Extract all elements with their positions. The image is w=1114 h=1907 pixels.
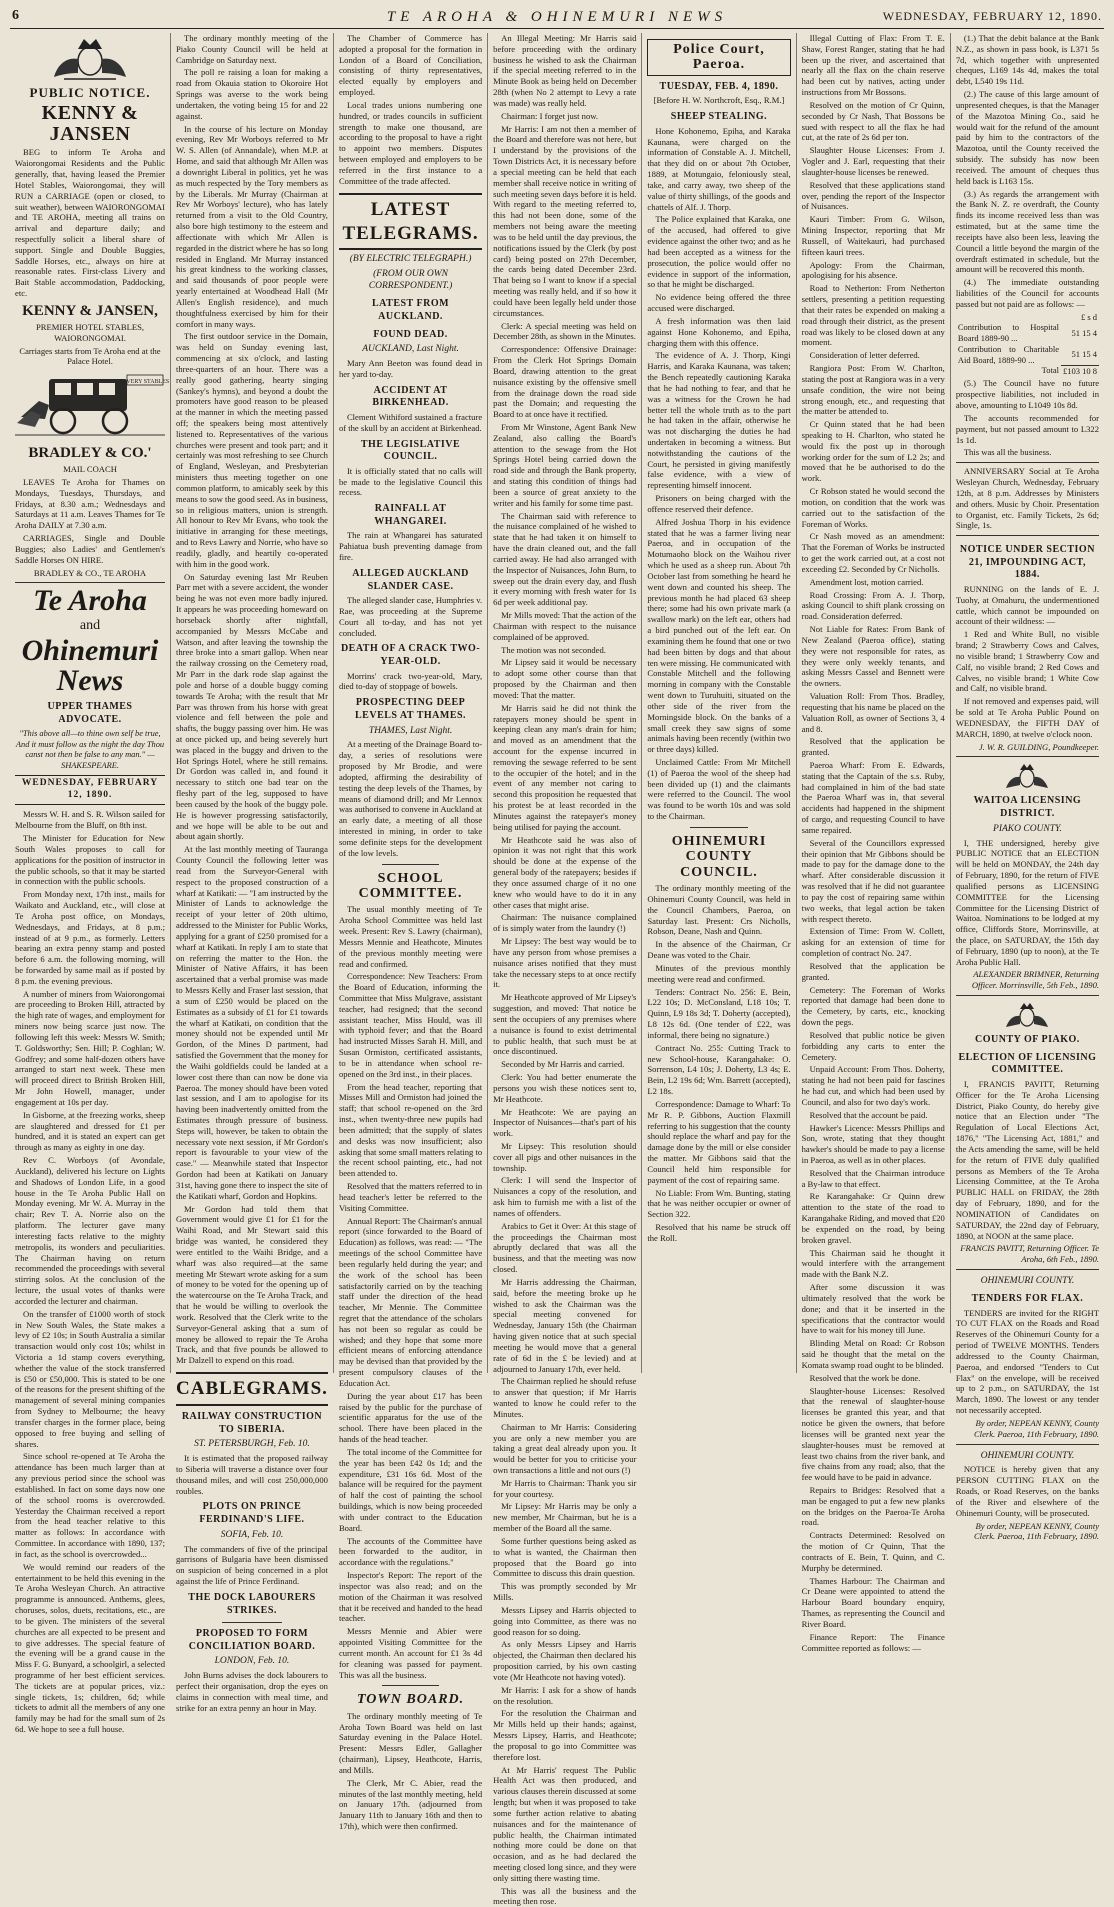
cable-headline: RAILWAY CONSTRUCTION TO SIBERIA. <box>181 1410 323 1435</box>
report-paragraph: Clerk: A special meeting was held on December 28th, as shown in the Minutes. <box>493 320 637 342</box>
county-subheading: PIAKO COUNTY. <box>993 823 1062 834</box>
cable-headline: PROPOSED TO FORM CONCILIATION BOARD. <box>188 1628 316 1652</box>
news-item: At the last monthly meeting of Tauranga County Council the following letter was read from the Surveyor-General with respect to the proposed construction of a wharf at Katikati: — "I am instructed by the Minister of Lands to acknowledge the receipt of your letter of 20th ultimo, addressed to the Minister for Public Works, applying for a grant of £250 promised for a wharf at Katikati. In reply I am to state that on referring the matter to the Hon. the Minister of Native Affairs, it has been ascertained that a verbal promise was made to Messrs Kelly and Fraser last session, that a sum of £250 would be placed on the Estimates as a subsidy of £1 for £1 towards the wharf at Katikati, on condition that the money should not be expended until Mr Gordon, of the Mines D partment, had satisfied the Government that the money for the Waihi goldfields could be landed at a lower cost there than can now be done via Paeroa. The money should have been voted last session, and I am to apologise for its having been inadvertently omitted from the Estimates through pressure of business. Steps will, however, be taken to obtain the necessary vote next session, if Mr Gordon's report is favourable to your view of the case." — Meanwhile stated that Inspector Gordon had been at Katikati on January 31st, having gone there to inspect the site of the Katikati wharf, Gordon and Hopkins. <box>176 844 328 1201</box>
report-paragraph: Road to Netherton: From Netherton settlers, presenting a petition requesting that their rates be expended on making a road through their district, as the present road was likely to be closed down at any moment. <box>801 283 945 348</box>
finance-item: The accounts recommended for payment, but not passed amount to L322 1s 1d. <box>955 412 1100 445</box>
report-paragraph: Messrs Lipsey and Harris objected to going into Committee, as there was no good reason for so doing. <box>493 1604 637 1637</box>
table-row <box>956 322 1099 343</box>
anniversary-text: ANNIVERSARY Social at Te Aroha Wesleyan Church, Wednesday, February 12th, at 8 p.m. Addresses by Ministers and others. Music by Choir. Presentation to Organist, etc. Family Tickets, 2s 6d; Single, 1s. <box>955 466 1100 531</box>
telegrams-correspondent: (FROM OUR OWN CORRESPONDENT.) <box>368 269 453 292</box>
news-item: Since school re-opened at Te Aroha the attendance has been much larger than at any previous period since the school was established. In fact on some days now one of the school rooms is overcrowded. Yesterday the Chairman received a report from the head teacher relative to this matter as follows: In accordance with Committee. In accordance with 1890, 137; in fact, as the school is overcrowded... <box>15 1451 165 1559</box>
royal-crest-icon <box>1002 1003 1052 1029</box>
impounding-items: 1 Red and White Bull, no visible brand; 2 Strawberry Cows and Calves, no visible brand; 1 Strawberry Cow and Calf, no visible brand; 2 Red Cows and Calves, no visible brand; 1 White Cow and Calf, no visible brand. <box>955 629 1100 694</box>
police-court-date: TUESDAY, FEB. 4, 1890. <box>659 80 779 92</box>
news-item: The first outdoor service in the Domain, was held on Sunday evening last, commencing at six o'clock, and lasting three-quarters of an hour. There was a really good gathering, hearty singing (Sankey's hymns), and beyond a doubt the promoters have good reason to be pleased at the manner in which the meeting passed off; the speakers being most attentively listened to. Representatives of the various churches were present and took part; and it certainly was most refreshing to see Church of England, Wesleyan, and Presbyterian ministers thus meeting together on one common platform, to amicably seek by this means to sow the good seed. As in business, so in religious matters, union is strength. All honour to Rev Mr Evans, who took the initiative in arranging for these meetings, and to Revs Lawry and Norrie, who have so readily, gladly, and heartily co-operated with him in the good work. <box>176 331 328 569</box>
report-paragraph: Correspondence: New Teachers: From the Board of Education, informing the Committee that Miss Mulgrave, assistant teacher, had resigned; that the second assistant teacher, Miss Hould, was ill with typhoid fever; and that the Board had instructed Misses Sarah H. Mill, and Susan Ormiston, certificated assistants, to be in attendance when school re-opened on the 3rd inst., in their places. <box>338 971 483 1079</box>
report-paragraph: Illegal Cutting of Flax: From T. E. Shaw, Forest Ranger, stating that he had been up the river, and ascertained that nearly all the flax on the chain reserve had been cut by natives, acting under instructions from Mr Bossons. <box>801 33 945 98</box>
report-paragraph: Thames Harbour: The Chairman and Cr Deane were appointed to attend the Harbour Board boundary enquiry, Thames, as representing the Council and River Board. <box>801 1575 945 1629</box>
report-paragraph: Resolved that the account be paid. <box>809 1109 928 1120</box>
news-item: Local trades unions numbering one hundred, or trades councils in sufficient strength to make one thousand, are according to the proposal to have a right to appoint two members. Disputes between employed and employers to be referred in the first instance to a Committee of the trade affected. <box>338 99 483 186</box>
report-paragraph: Blinding Metal on Road: Cr Robson said he thought that the metal on the Komata swamp road ought to be blinded. <box>801 1338 945 1370</box>
report-paragraph: Repairs to Bridges: Resolved that a man be engaged to put a few new planks on the bridges on the Paeroa-Te Aroha road. <box>801 1485 945 1528</box>
telegrams-region: LATEST FROM AUCKLAND. <box>372 298 450 322</box>
paper-nameplate <box>15 582 165 771</box>
page-number: 6 <box>12 8 19 23</box>
report-paragraph: Cr Robson stated he would second the motion, on condition that the work was carried out to the satisfaction of the Foreman of Works. <box>801 486 945 529</box>
finance-item: (1.) That the debit balance at the Bank N.Z., as shown in pass book, is L371 5s 7d, which together with unpresented cheques, L169 14s 4d, makes the total debt, L540 19s 11d. <box>955 33 1100 87</box>
report-paragraph: Mr Heathcote approved of Mr Lipsey's suggestion, and moved: That notice be sent the occupiers of any premises where a nuisance is found to exist detrimental to public health, that such must be at once discontinued. <box>493 992 637 1057</box>
licensing-heading: WAITOA LICENSING DISTRICT. <box>973 795 1082 819</box>
firm-signature: KENNY & JANSEN, <box>22 302 158 319</box>
finance-item: (2.) The cause of this large amount of unpresented cheques, is that the Manager of the Mazotoa Mining Co., said he would wait for the refund of the amount paid by him to the contractors of the Mazotoa, until the County received the subsidy. The subsidy has now been received. The amount of cheques thus held back is L163 15s. <box>955 89 1100 186</box>
county-heading: COUNTY OF PIAKO. <box>975 1034 1080 1046</box>
notice-text: NOTICE is hereby given that any PERSON CUTTING FLAX on the Roads, or Road Reserves, on the banks of the River and elsewhere of the Ohinemuri County, will be prosecuted. <box>955 1464 1100 1518</box>
firm-ad-text: BEG to inform Te Aroha and Waiorongomai Residents and the Public generally, that, having leased the Premier Hotel Stables, Waiorongomai, they will RUN a CARRIAGE (open or closed, to suit weather), between WAIORONGOMAI and TE AROHA, meeting all trains on arrival and departure daily; and respectfully solicit a liberal share of support. Single and Double Buggies, Saddle Horses, etc., always on hire at reasonable rates. First-class Livery and Bait Stable accommodation, Paddocking, etc. <box>15 147 165 299</box>
paper-title-line-1: Te Aroha <box>33 584 147 618</box>
report-paragraph: Mr Lipsey: This resolution should cover all pigs and other nuisances in the township. <box>493 1140 637 1173</box>
election-text: I, FRANCIS PAVITT, Returning Officer for the Te Aroha Licensing District, Piako County, do hereby give notice that an Election under "The Regulation of Local Elections Act, 1876," "The Licensing Act, 1881," and the Acts amending the same, will be held for the return of FIVE duly qualified persons as Members of the Te Aroha Licensing Committee, at the Te Aroha PUBLIC HALL on FRIDAY, the 28th day of February, 1890, and for the NOMINATION of Candidates on SATURDAY, the 22nd day of February, 1890, at NOON at the same place. <box>955 1078 1100 1241</box>
report-paragraph: Alfred Joshua Thorp in his evidence stated that he was a farmer living near Paeroa, and in occupation of the Motumaoho block on the Waihou river which he used as a sheep run. About 7th October last from something he heard he went down and counted his sheep. The previous month he had placed 63 sheep there; some had his own private mark (a swallow mark) on the left ear, others had a bird punched out of the left ear. On examining them he found that one or two had been bitten by dogs and that about ten were missing. He communicated with Constable Mitchell and the following morning in company with the Constable went down to Turuhuiti, situated on the other side of the river from the Morningside block. On the banks of a small creek they saw signs of some animals having been recently (within two or three days) killed. <box>647 516 791 755</box>
report-paragraph: At Mr Harris' request The Public Health Act was then produced, and various clauses therein discussed at some length; but when it was proposed to take some further action relative to abating nuisances and for the maintenance of public health, the Chairman intimated nothing more could be done on that occasion, and as he had declared the meeting closed long since, and they were only sitting there wasting time. <box>493 1764 637 1883</box>
liabilities-table <box>956 312 1099 377</box>
finance-item: This was all the business. <box>963 447 1052 458</box>
paper-title-line-2: Ohinemuri News <box>21 633 159 697</box>
news-item: On Saturday evening last Mr Reuben Parr met with a severe accident, the wonder being he was not even more badly injured. It appears he was proceeding homeward on horseback shortly after nightfall, accompanied by Messrs McCabe and Watson, and after leaving the township the three broke into a smart gallop. When near the railway crossing on the Cemetery road, Mr Parr in the dark rode slap against the pole and horse of a double buggy coming towards Te Aroha; with the result that Mr Parr was thrown from his horse with great violence and fell between the pole and shafts, the buggy passing over him. He was at once picked up, and being severely hurt was placed in the buggy and driven to the Hot Springs Hotel, where he still remains. Dr Gordon was called in, and found it necessary to stitch one bad tear on the fleshy part of the leg, supposed to have been caused by the hook of the buggy pole. He is however progressing satisfactorily, and we hope will be able to be out and about again shortly. <box>176 571 328 842</box>
report-paragraph: Several of the Councillors expressed their opinion that Mr Gibbons should be made to pay for the damage done to the wharf. After considerable discussion it was resolved that if he did not guarantee to pay the cost of repairing same within two weeks, that legal action be taken with respect thereto. <box>801 837 945 924</box>
police-court-bench: [Before H. W. Northcroft, Esq., R.M.] <box>653 95 785 106</box>
licensing-signature: ALEXANDER BRIMNER, Returning Officer. Morrinsville, 5th Feb., 1890. <box>971 969 1100 991</box>
report-paragraph: A fresh information was then laid against Hone Kohonemo, and Epiha, charging them with this offence. <box>647 315 791 348</box>
table-currency-header: £ s d <box>1080 311 1098 322</box>
table-cell-amount: 51 15 4 <box>1071 327 1098 338</box>
report-paragraph: Amendment lost, motion carried. <box>809 576 924 587</box>
telegram-headline: DEATH OF A CRACK TWO-YEAR-OLD. <box>340 643 481 668</box>
report-paragraph: Resolved that public notice be given forbidding any carts to enter the Cemetery. <box>801 1029 945 1062</box>
news-item: The ordinary monthly meeting of the Piako County Council will be held at Cambridge on Saturday next. <box>176 33 328 65</box>
cable-text: The commanders of five of the principal garrisons of Bulgaria have been dismissed on suspicion of being concerned in a plot against the life of Prince Ferdinand. <box>176 1543 328 1587</box>
report-paragraph: For the resolution the Chairman and Mr Mills held up their hands; against, Messrs Lipsey, Harris, and Heathcote; the proposal to go into Committee was therefore lost. <box>493 1708 637 1762</box>
report-paragraph: The motion was not seconded. <box>501 644 606 655</box>
column-2 <box>171 33 334 1713</box>
report-paragraph: Resolved that the Chairman introduce a By-law to that effect. <box>801 1167 945 1189</box>
report-paragraph: Correspondence: Damage to Wharf: To Mr R. P. Gibbons, Auction Flaxmill referring to his suggestion that the county should replace the wharf and pay for the damage done by the mill or else consider the matter. Mr Gibbons said that the Council held him responsible for payment of the cost of repairing same. <box>647 1098 791 1185</box>
report-paragraph: Contract No. 255: Cutting Track to new School-house, Karangahake: O. Sorrenson, L4 10s; J. Doherty, L3 4s; E. Bein, L2 19s 6d; Wm. Barrett (accepted), L2 18s. <box>647 1042 791 1097</box>
report-paragraph: The ordinary monthly meeting of the Ohinemuri County Council, was held in the Council Chambers, Paeroa, on Saturday last. Present: Crs Nicholls, Robson, Deane, Nash and Quinn. <box>647 883 791 937</box>
telegram-text: At a meeting of the Drainage Board to-day, a series of resolutions were proposed by Mr Brodie, and were adopted, affirming the desirability of testing the deep levels of the Thames, by means of diamond drill; and Mr Lennox was authorised to convene in Auckland at an early date, a meeting of all those interested in mining, in order to take some definite steps for the development of the low levels. <box>338 739 483 858</box>
finance-item: (5.) The Council have no future prospective liabilities, not included in above, amounting to L1049 10s 8d. <box>955 378 1100 411</box>
report-paragraph: After some discussion it was ultimately resolved that the work be done; and that it be inserted in the specifications that the contractor would have to wait for his money till June. <box>801 1282 945 1336</box>
table-cell-label: Contribution to Charitable Aid Board, 1889-90 ... <box>957 343 1060 365</box>
report-paragraph: Chairman: I forget just now. <box>501 110 599 121</box>
report-paragraph: Contracts Determined: Resolved on the motion of Cr Quinn, That the contracts of E. Bein, T. Quinn, and C. Murphy be determined. <box>801 1530 945 1573</box>
telegram-headline: ACCIDENT AT BIRKENHEAD. <box>372 384 449 409</box>
report-paragraph: The Police explained that Karaka, one of the accused, had offered to give evidence against the other two; and as he had been accepted as a witness for the prosecution, the police would offer no evidence in support of the information, so that he might be discharged. <box>647 214 791 290</box>
columns <box>10 33 1104 1907</box>
report-paragraph: Cr Nash moved as an amendment: That the Foreman of Works be instructed to get the work carried out, at a cost not exceeding £2. Seconded by Cr Nicholls. <box>801 531 945 574</box>
report-paragraph: This was promptly seconded by Mr Mills. <box>493 1581 637 1603</box>
report-paragraph: Apology: From the Chairman, apologising for his absence. <box>801 259 945 281</box>
telegram-dateline: THAMES, Last Night. <box>368 725 453 736</box>
news-item: The poll re raising a loan for making a road from Okauia station to Okoroire Hot Springs was averse to the work being undertaken, the voting being 15 for and 22 against. <box>176 67 328 121</box>
report-paragraph: Valuation Roll: From Thos. Bradley, requesting that his name be placed on the Valuation Roll, as owner of Sections 3, 4 and 8. <box>801 691 945 734</box>
school-committee-heading: SCHOOL COMMITTEE. <box>358 870 463 901</box>
report-paragraph: Inspector's Report: The report of the inspector was also read; and on the motion of the Chairman it was resolved that it be received and handed to the head teacher. <box>338 1570 483 1624</box>
news-item: The Chamber of Commerce has adopted a proposal for the formation in London of a Board of Conciliation, consisting of thirty representatives, elected equally by employers and employed. <box>338 33 483 98</box>
telegrams-source: (BY ELECTRIC TELEGRAPH.) <box>349 254 472 265</box>
table-cell-amount: £103 10 8 <box>1063 365 1098 376</box>
report-paragraph: The accounts of the Committee have been forwarded to the auditor, in accordance with the regulations." <box>338 1535 483 1568</box>
report-paragraph: The ordinary monthly meeting of Te Aroha Town Board was held on last Saturday evening in the Palace Hotel. Present: Messrs Edler, Gallagher (chairman), Lipsey, Heathcote, Harris, and Mills. <box>338 1710 483 1775</box>
tender-signature: By order, NEPEAN KENNY, County Clerk. Paeroa, 11th February, 1890. <box>973 1417 1100 1439</box>
waitoa-licensing-notice <box>956 756 1099 991</box>
impounding-signature: J. W. R. GUILDING, Poundkeeper. <box>978 741 1100 752</box>
news-item: We would remind our readers of the entertainment to be held this evening in the Te Aroha Wesleyan Church. An attractive programme is announced. Anthems, glees, choruses, solos, duets, recitations, etc., are to be given. The ministers of the several churches are all expected to be present and to give addresses. The special feature of the evening will be a grand cause in the Miss F. G. Bunyard, a schoolgirl, a selected programme of her best efficient services. The tickets are at popular prices, viz.: single tickets, 1s; children, 6d; while tickets to admit all the members of any one family may be had for the small sum of 2s 6d. We hope to see a full house. <box>15 1561 165 1735</box>
table-header-row <box>956 312 1099 323</box>
coach-heading: BRADLEY & CO.' <box>28 445 152 462</box>
coach-hire-text: CARRIAGES, Single and Double Buggies; also Ladies' and Gentlemen's Saddle Horses ON HIRE. <box>15 533 165 565</box>
royal-crest-icon <box>44 37 136 81</box>
report-paragraph: Mr Harris: I am not then a member of the Board and therefore was not here, but I understand by the provisions of the Town Districts Act, it is necessary before a special meeting can be held that each member shall receive notice in writing of such meeting seven days before it is held. With regard to the meeting referred to, this had not been done, some of the members not being aware the meeting was to be held until the day previous, the notifications issued by the Clerk (by post card) being posted on 27th December, the cards being dated December 23rd. That being so I want to know if a special meeting was really held, and if so how it could have been legally held under those circumstances. <box>493 123 637 318</box>
report-paragraph: Resolved that the application be granted. <box>801 736 945 758</box>
report-paragraph: Messrs Mennie and Abier were appointed Visiting Committee for the current month. An account for £1 3s 4d for cleaning was passed for payment. This was all the business. <box>338 1626 483 1680</box>
column-7 <box>951 33 1104 1542</box>
latest-telegrams-heading: LATEST TELEGRAMS. <box>339 193 482 251</box>
report-paragraph: Resolved that the matters referred to in head teacher's letter be referred to the Visiting Committee. <box>338 1181 483 1213</box>
royal-crest-icon <box>1002 764 1052 790</box>
livery-stables-sign: LIVERY STABLES <box>120 379 170 386</box>
report-paragraph: Road Crossing: From A. J. Thorp, asking Council to shift plank crossing on road. Consideration deferred. <box>801 589 945 622</box>
telegram-text: The alleged slander case, Humphries v. Rae, was proceeding at the Supreme Court all to-day, and has not yet concluded. <box>338 595 483 638</box>
telegram-headline: THE LEGISLATIVE COUNCIL. <box>360 438 461 463</box>
table-cell-label: Total <box>1041 365 1060 376</box>
news-item: On the transfer of £1000 worth of stock in New South Wales, the State makes a levy of £2 10s; in South Australia a similar transaction would only cost 10s; whilst in Victoria a 1d stamp covers everything, whether the value of the stock transferred is £50 or £50,000. This is stated to be one of the reasons for the present shifting of the management of several mining companies from Sydney to Melbourne; the heavy transfer charges in the former place, being opposed to free buying and selling of shares. <box>15 1308 165 1449</box>
telegram-headline: RAINFALL AT WHANGAREI. <box>374 503 447 527</box>
table-cell-amount: 51 15 4 <box>1071 348 1098 359</box>
report-paragraph: Mr Lipsey said it would be necessary to adopt some other course than that proposed by the Chairman and then moved: That the matter. <box>493 657 637 700</box>
stagecoach-illustration-icon <box>15 371 170 441</box>
coach-signature: BRADLEY & CO., TE AROHA <box>33 567 147 578</box>
divider <box>222 1622 283 1623</box>
telegram-text: Morrins' crack two-year-old, Mary, died to-day of stoppage of bowels. <box>338 670 483 692</box>
paper-subtitle: UPPER THAMES ADVOCATE. <box>47 700 133 725</box>
report-paragraph: An Illegal Meeting: Mr Harris said before proceeding with the ordinary business he wished to ask the Chairman if the special meeting referred to in the Minute Book as being held on December 28th (when No 2 attempt to Levy a rate was made) was really held. <box>493 33 637 108</box>
telegram-text: Clement Withiford sustained a fracture of the skull by an accident at Birkenhead. <box>338 411 483 433</box>
report-paragraph: Seconded by Mr Harris and carried. <box>501 1059 625 1070</box>
news-item: In the course of his lecture on Monday evening, Rev Mr Worboys referred to Mr W. S. Allen (of Annandale), when M.P. at Home, and said that although Mr Allen was a downright Liberal in politics, yet he was as much respected by the Tory members as by the Liberals. Mr Murray (Chairman at Rev Mr Worboys' lecture), who has lately returned from a visit to the Old Country, also bore high testimony to the esteem and affectionate with which Mr Allen is regarded in the district where he has so long resided in England. Mr Murray instanced his great kindness to the working classes, and said thousands of poor people were yearly entertained at Woodhead Hall (Mr Allen's English residence), and much thoughtfulness exercised by him for their comfort in many ways. <box>176 123 328 329</box>
town-board-heading: TOWN BOARD. <box>356 1692 465 1708</box>
report-paragraph: Clerk: I will send the Inspector of Nuisances a copy of the resolution, and ask him to furnish me with a list of the names of offenders. <box>493 1175 637 1218</box>
tender-text: TENDERS are invited for the RIGHT TO CUT FLAX on the Roads and Road Reserves of the Ohinemuri County for a period of TWELVE MONTHS. Tenders addressed to the County Chairman, Paeroa, and endorsed "Tenders to Cut Flax" on the envelope, will be received up to 2 p.m., on SATURDAY, the 1st March, 1890. The lowest or any tender not necessarily accepted. <box>955 1307 1100 1416</box>
cablegrams-heading: CABLEGRAMS. <box>176 1372 328 1406</box>
column-5 <box>642 33 796 1373</box>
police-court-heading: Police Court, Paeroa. <box>647 39 790 76</box>
report-paragraph: Slaughter House Licenses: From J. Vogler and J. Earl, requesting that their slaughter-house licenses be renewed. <box>801 145 945 177</box>
cable-text: John Burns advises the dock labourers to perfect their organisation, drop the eyes on claims in connection with meal time, and strike for an extra penny an hour in May. <box>176 1670 328 1713</box>
report-paragraph: From Mr Winstone, Agent Bank New Zealand, also calling the Board's attention to the sewage from the Hot Springs Hotel being carried down the road side and through the Bank property, and stating this condition of things had been a source of great anxiety to the writer and his family for some time past. <box>493 421 637 508</box>
election-heading: ELECTION OF LICENSING COMMITTEE. <box>958 1051 1097 1076</box>
report-paragraph: Not Liable for Rates: From Bank of New Zealand (Paeroa office), stating they were not responsible for rates, as they were only weekly tenants, and asking Messrs Cassel and Bennett were the owners. <box>801 624 945 689</box>
notice-signature: By order, NEPEAN KENNY, County Clerk. Paeroa, 11th February, 1890. <box>973 1520 1100 1542</box>
flax-cutting-notice <box>956 1444 1099 1543</box>
report-paragraph: Clerk: You had better enumerate the persons you wish these notices sent to, Mr Heathcote. <box>493 1072 637 1104</box>
coach-subheading: MAIL COACH <box>63 464 117 475</box>
report-paragraph: Resolved that the work be done. <box>809 1372 921 1383</box>
case-heading: SHEEP STEALING. <box>670 111 768 123</box>
report-paragraph: Rangiora Post: From W. Charlton, stating the post at Rangiora was in a very unsafe condition, the wire not being strong enough, etc., and requesting that the matter be attended to. <box>801 363 945 417</box>
column-3 <box>334 33 488 1831</box>
impounding-sale-note: If not removed and expenses paid, will be sold at Te Aroha Public Pound on WEDNESDAY, the FIFTH DAY of MARCH, 1890, at twelve o'clock noon. <box>955 696 1100 739</box>
tender-county: OHINEMURI COUNTY. <box>980 1276 1075 1286</box>
cable-headline: THE DOCK LABOURERS STRIKES. <box>188 1591 316 1616</box>
paper-title-and: and <box>79 618 101 634</box>
running-date: WEDNESDAY, FEBRUARY 12, 1890. <box>882 9 1102 23</box>
finance-item: (4.) The immediate outstanding liabilities of the Council for accounts passed but not paid are as follows: — <box>955 277 1100 309</box>
issue-dateline: WEDNESDAY, FEBRUARY 12, 1890. <box>15 775 165 805</box>
report-paragraph: Unpaid Account: From Thos. Doherty, stating he had not been paid for fascines he had cut, and which had been used by Council, and also for two day's work. <box>801 1064 945 1107</box>
report-paragraph: Resolved on the motion of Cr Quinn, seconded by Cr Nash, That Bossons be sued with respect to all the flax he had cut, at the rate of 2s 6d per ton. <box>801 99 945 143</box>
report-paragraph: Mr Lipsey: The best way would be to have any person from whose premises a nuisance arises notified that they must take the necessary steps to at once rectify it. <box>493 936 637 990</box>
cable-headline: PLOTS ON PRINCE FERDINAND'S LIFE. <box>199 1501 305 1526</box>
report-paragraph: The evidence of A. J. Thorp, Kingi Harris, and Karaka Kaunana, was taken; the Bench repeatedly cautioning Karaka that he had nothing to fear, and that he was a witness for the Crown he had better tell the whole truth as to the part he had taken in the affair, otherwise he was not discharging the duties he had undertaken in becoming a witness. But notwithstanding the cautions of the Court, he persisted in giving manifestly false evidence, with a view of representing himself innocent. <box>647 350 791 491</box>
report-paragraph: Resolved that the application be granted. <box>801 960 945 982</box>
cable-dateline: LONDON, Feb. 10. <box>214 1656 290 1667</box>
impounding-text: RUNNING on the lands of E. J. Tuohy, at Omahuru, the undermentioned cattle, which cannot be impounded on account of their wildness: — <box>955 583 1100 627</box>
ohinemuri-council-heading: OHINEMURI COUNTY COUNCIL. <box>671 833 767 880</box>
report-paragraph: Hone Kohonemo, Epiha, and Karaka Kaunana, were charged on the information of Constable A. J. Mitchell, that they did on or about 7th October, 1889, at Motungaio, feloniously steal, take, and carry away, two sheep of the value of thirty shillings, of the goods and chattels of Alf. J. Thorp. <box>647 125 791 212</box>
masthead <box>10 6 1104 29</box>
report-paragraph: In the absence of the Chairman, Cr Deane was voted to the Chair. <box>647 939 791 961</box>
report-paragraph: The total income of the Committee for the year has been £42 0s 1d; and the expenditure, £31 16s 6d. Most of the balance will be required for the payment of half the cost of painting the school buildings, which is now being proceeded with under contract to the Education Board. <box>338 1446 483 1533</box>
telegram-dateline: AUCKLAND, Last Night. <box>362 344 459 355</box>
report-paragraph: Chairman to Mr Harris: Considering you are only a new member you are taking a great deal already upon you. It would be better for you to criticise your own transactions a little and not ours (!) <box>493 1421 637 1475</box>
election-signature: FRANCIS PAVITT, Returning Officer. Te Aroha, 6th Feb., 1890. <box>960 1243 1100 1265</box>
report-paragraph: Finance Report: The Finance Committee reported as follows: — <box>801 1631 945 1653</box>
report-paragraph: Mr Heathcote: We are paying an Inspector of Nuisances—that's part of his work. <box>493 1106 637 1139</box>
report-paragraph: Correspondence: Offensive Drainage: From the Clerk Hot Springs Domain Board, drawing attention to the great nuisance existing by the offensive smell from the drainage down the road side past the Domain; and requesting the Board to at once have it rectified. <box>493 344 637 420</box>
tender-heading: TENDERS FOR FLAX. <box>971 1292 1084 1304</box>
report-paragraph: Mr Mills moved: That the action of the Chairman with respect to the nuisance complained of be approved. <box>493 610 637 642</box>
report-paragraph: Hawker's Licence: Messrs Phillips and Son, wrote, stating that they thought hawker's should be made to pay a license in Paeroa, as well as in other places. <box>801 1122 945 1165</box>
report-paragraph: Mr Harris addressing the Chairman, said, before the meeting broke up he wished to ask the Chairman was the special meeting convened for Wednesday, January 15th (the Chairman having given notice that at such special meeting he would move that a general rate of 6d in the £ be levied) and at adjourned to January 17th, ever held. <box>493 1276 637 1374</box>
piako-election-notice <box>956 995 1099 1265</box>
column-1 <box>10 33 171 1735</box>
flax-tender-notice <box>956 1269 1099 1440</box>
firm-note: Carriages starts from Te Aroha end at the Palace Hotel. <box>19 345 161 367</box>
table-cell-label: Contribution to Hospital Board 1889-90 ... <box>957 322 1060 344</box>
news-item: The Minister for Education for New South Wales proposes to call for applications for the position of instructor in the public schools, so that it may be started in connection with the public schools. <box>15 833 165 887</box>
report-paragraph: This Chairman said he thought it would interfere with the arrangement made with the Bank N.Z. <box>801 1247 945 1280</box>
running-title: TE AROHA & OHINEMURI NEWS <box>386 8 728 25</box>
report-paragraph: Some further questions being asked as to what is wanted, the Chairman then proposed that the Board go into Committee to discuss this drain question. <box>493 1535 637 1579</box>
report-paragraph: From the head teacher, reporting that Misses Mill and Ormiston had joined the staff; that school re-opened on the 3rd inst., when twenty-three new pupils had been admitted; that the supply of slates and desks was now insufficient; also asking that some small matters relating to the recent school painting, etc., had not been attended to. <box>338 1081 483 1179</box>
table-row <box>956 344 1099 365</box>
public-notice-heading: PUBLIC NOTICE. <box>29 85 151 100</box>
report-paragraph: Mr Harris: I ask for a show of hands on the resolution. <box>493 1684 637 1706</box>
table-row <box>956 365 1099 376</box>
cable-text: It is estimated that the proposed railway to Siberia will traverse a distance over four thousand miles, and will cost 250,000,000 roubles. <box>176 1453 328 1496</box>
report-paragraph: Consideration of letter deferred. <box>809 350 920 361</box>
divider <box>690 827 747 828</box>
report-paragraph: Mr Lipsey: Mr Harris may be only a new member, Mr Chairman, but he is a member of the Board all the same. <box>493 1501 637 1534</box>
telegram-text: Mary Ann Beeton was found dead in her yard to-day. <box>338 358 483 379</box>
divider <box>382 864 439 865</box>
report-paragraph: Mr Harris said he did not think the ratepayers money should be spent in keeping clean any man's drain for him; and moved as an amendment that the account for the expense incurred in removing the sewage referred to be sent to the occupier of the hotel; and in the event of any member not caring to second this proposition he requested that his protest be at least recorded in the Minutes against the ratepayer's money being utilised for paying the account. <box>493 702 637 832</box>
report-paragraph: Kauri Timber: From G. Wilson, Mining Inspector, reporting that Mr Russell, of Waitekauri, had purchased fifteen kauri trees. <box>801 214 945 257</box>
notice-county: OHINEMURI COUNTY. <box>980 1450 1075 1461</box>
report-paragraph: Resolved that these applications stand over, pending the report of the Inspector of Nuisances. <box>801 179 945 212</box>
licensing-text: I, THE undersigned, hereby give PUBLIC NOTICE that an ELECTION will be held on MONDAY, the 24th day of February, 1890, for the return of FIVE qualified persons as LICENSING COMMITTEE for the Licensing Committee for the Licensing District of Waitoa. Nominations to be lodged at my office, Cliffords Store, Morrinsville, at the place, on SATURDAY, the 15th day of February, 1890 (up to noon), at the Te Aroha Public Hall. <box>955 837 1100 967</box>
news-item: A number of miners from Waiorongomai are proceeding to Broken Hill, attracted by the high rate of wages, and employment for miners now being scarce just now. The following left this week: Messrs W. Smith; T. Goldsworthy; Sen. Hill; P. Coghlan; W. Godfrey; and some half-dozen others have arranged to start next week. These men will proceed direct to British Broken Hill, Mr John Howell, manager, under engagement at 10s per day. <box>15 988 165 1107</box>
column-4 <box>488 33 642 1907</box>
report-paragraph: Mr Heathcote said he was also of opinion it was not right that this work should be done at the expense of the general body of the ratepayers; besides if they once assumed charge of it no one knew who would have to do it in any other cases that might arise. <box>493 834 637 910</box>
cable-dateline: ST. PETERSBURGH, Feb. 10. <box>194 1439 310 1450</box>
impounding-heading: NOTICE UNDER SECTION 21, IMPOUNDING ACT, 1884. <box>959 544 1095 581</box>
telegram-headline: FOUND DEAD. <box>373 328 448 340</box>
coach-timetable: LEAVES Te Aroha for Thames on Mondays, Tuesdays, Thursdays, and Fridays, at 8.30 a.m.; Wednesdays and Saturdays at 11 a.m. Leaves Thames for Te Aroha DAILY at 7.30 a.m. <box>15 476 165 531</box>
firm-heading: KENNY & JANSEN <box>41 102 139 146</box>
report-paragraph: During the year about £17 has been raised by the public for the purchase of scientific apparatus for the use of the school. There have been placed in the hands of the head teacher. <box>338 1390 483 1445</box>
report-paragraph: Mr Harris to Chairman: Thank you sir for your courtesy. <box>493 1477 637 1499</box>
report-paragraph: Cemetery: The Foreman of Works reported that damage had been done to the Cemetery, by carts, etc., knocking down the pegs. <box>801 984 945 1028</box>
divider <box>382 1685 439 1686</box>
firm-address: PREMIER HOTEL STABLES, WAIORONGOMAI. <box>35 321 145 343</box>
telegram-text: It is officially stated that no calls will be made to the legislative Council this recess. <box>338 465 483 498</box>
impounding-notice <box>956 535 1099 752</box>
report-paragraph: Minutes of the previous monthly meeting were read and confirmed. <box>647 962 791 984</box>
report-paragraph: Resolved that his name be struck off the Roll. <box>647 1221 791 1243</box>
cable-dateline: SOFIA, Feb. 10. <box>220 1529 284 1540</box>
report-paragraph: Annual Report: The Chairman's annual report (since forwarded to the Board of Education) as follows, was read: — "The meetings of the school Committee have been regularly held during the year; and the work of the school has been satisfactorily carried on by the teaching staff under the direction of the head teacher, Mr Mennie. The Committee regret that the attendance of the scholars has not been so regular as could be wished; and they hope that some more efficient means of enforcing attendance may be devised than that provided by the present compulsory clauses of the Education Act. <box>338 1215 483 1388</box>
report-paragraph: The Chairman replied he should refuse to answer that question; if Mr Harris wanted to know he could refer to the Minutes. <box>493 1376 637 1419</box>
report-paragraph: Unclaimed Cattle: From Mr Mitchell (1) of Paeroa the wool of the sheep had been divided up (1) and the claimants were referred to the Council. The wool was found to be worth 10s and was sold to the Chairman. <box>647 757 791 822</box>
report-paragraph: Arabics to Get it Over: At this stage of the proceedings the Chairman most abruptly declared that was all the business, and that the meeting was now closed. <box>493 1220 637 1275</box>
telegram-headline: ALLEGED AUCKLAND SLANDER CASE. <box>352 567 469 592</box>
news-item: Rev C. Worboys (of Avondale, Auckland), delivered his lecture on Lights and Shadows of London Life, in a good house in the Te Aroha Public Hall on Monday evening. Mr W. A. Murray in the chair; Rev T. A. Norrie also on the platform. The lecturer gave many interesting facts relative to the mighty metropolis, its wonders and peculiarities. The Chairman having on return recommended the proceedings with several stirring solos. At the conclusion of the lecture, the usual votes of thanks were accorded the lecturer and chairman. <box>15 1155 165 1306</box>
report-paragraph: Paeroa Wharf: From E. Edwards, stating that the Captain of the s.s. Ruby, had complained in him of the bad state the Paeroa Wharf was in, that several accidents had happened in the shipment of cargo, and requesting Council to have same repaired. <box>801 760 945 835</box>
report-paragraph: No evidence being offered the three accused were discharged. <box>647 292 791 314</box>
report-paragraph: As only Messrs Lipsey and Harris objected, the Chairman then declared his proposition carried, by his own casting vote (Mr Heathcote not having voted). <box>493 1639 637 1682</box>
news-item: Mr Gordon had told them that Government would give £1 for £1 for the Waihi Road, and Mr Stewart said this bridge was wanted, he considered they were entitled to the Waihi Bridge, and a wharf was also required—at the same meeting Mr Stewart wrote asking for a sum of money to be voted for the opening up of the watercourse on the Te Aroha Track, and that he would be willing to overlook the work. Resolved that the Clerk write to the Surveyor-General asking that a sum of money be allowed to repair the Te Aroha Track, and that five pounds be allowed to Mr Dalzell to expend on this road. <box>176 1203 328 1366</box>
report-paragraph: Slaughter-house Licenses: Resolved that the renewal of slaughter-house licenses be granted this year, and that notice be given the owners, that before licenses will be granted next year the slaughter-houses must be removed at least two chains from the river bank, and five chains from any road; also, that the fee would have to be paid in advance. <box>801 1385 945 1483</box>
telegram-text: The rain at Whangarei has saturated Pahiatua bush preventing damage from fire. <box>338 530 483 563</box>
report-paragraph: No Liable: From Wm. Bunting, stating that he was neither occupier or owner of Section 322. <box>647 1187 791 1220</box>
report-paragraph: Extension of Time: From W. Collett, asking for an extension of time for completion of contract No. 247. <box>801 926 945 959</box>
news-item: In Gisborne, at the freezing works, sheep are slaughtered and dressed for £1 per hundred, and it is stated an expert can get through as many as eighty in one day. <box>15 1109 165 1153</box>
column-6 <box>797 33 951 1653</box>
anniversary-ad <box>956 462 1099 531</box>
telegram-headline: PROSPECTING DEEP LEVELS AT THAMES. <box>355 697 467 721</box>
report-paragraph: The Chairman said with reference to the nuisance complained of he wished to state that he had taken it on himself to have the drain cleaned out, and the fall carried away. He had also arranged with the Inspector of Nuisances, John Burn, to sweep out the drain every day, and flush it every morning with fresh water for 1s 6d per week additional pay. <box>493 510 637 608</box>
news-item: From Monday next, 17th inst., mails for Waikato and Auckland, etc., will close at Te Aroha post office, on Mondays, Wednesdays, and Fridays, at 8 p.m.; instead of at 9 p.m., as formerly. Letters bearing an extra penny stamp and posted before 6 a.m. the following morning, will be forwarded by same mail as if posted by 8 p.m. the evening previous. <box>15 889 165 986</box>
report-paragraph: Tenders: Contract No. 256: E. Bein, L22 10s; D. McConsland, L18 10s; T. Quinn, L9 18s 3d; T. Doherty (accepted), L8 12s 6d. (One tender of £22, was informal, there being no signature.) <box>647 986 791 1040</box>
report-paragraph: This was all the business and the meeting then rose. <box>493 1885 637 1907</box>
paper-motto: "This above all—to thine own self be true, And it must follow as the night the day Thou canst not then be false to any man." — SHAKESPEARE. <box>15 729 165 770</box>
report-paragraph: Cr Quinn stated that he had been speaking to H. Charlton, who stated he would fix the post up in thorough working order for the sum of L2 2s; and moved that he be authorised to do the work. <box>801 419 945 484</box>
report-paragraph: The Clerk, Mr C. Abier, read the minutes of the last monthly meeting, held on January 17th. (adjourned from January 11th to January 16th and then to 17th), which were then confirmed. <box>338 1777 483 1831</box>
report-paragraph: Re Karangahake: Cr Quinn drew attention to the state of the road to Karangahake Riding, and moved that £20 be expended on the road, by being broken gravel. <box>801 1191 945 1245</box>
report-paragraph: Prisoners on being charged with the offence reserved their defence. <box>647 493 791 514</box>
report-paragraph: The usual monthly meeting of Te Aroha School Committee was held last week. Present: Rev S. Lawry (chairman), Messrs Mennie and Heathcote, Minutes of the previous monthly meeting were read and confirmed. <box>338 904 483 969</box>
finance-item: (3.) As regards the arrangement with the Bank N. Z. re overdraft, the County finds its income received less than was estimated, but at the same time the receipts have also been less, leaving the Council a little beyond the margin of the overdraft estimated in schedule, but the amount will be recovered this month. <box>955 188 1100 275</box>
news-item: Messrs W. H. and S. R. Wilson sailed for Melbourne from the Bluff, on 8th inst. <box>15 809 165 831</box>
report-paragraph: Chairman: The nuisance complained of is simply water from the laundry (!) <box>493 912 637 934</box>
